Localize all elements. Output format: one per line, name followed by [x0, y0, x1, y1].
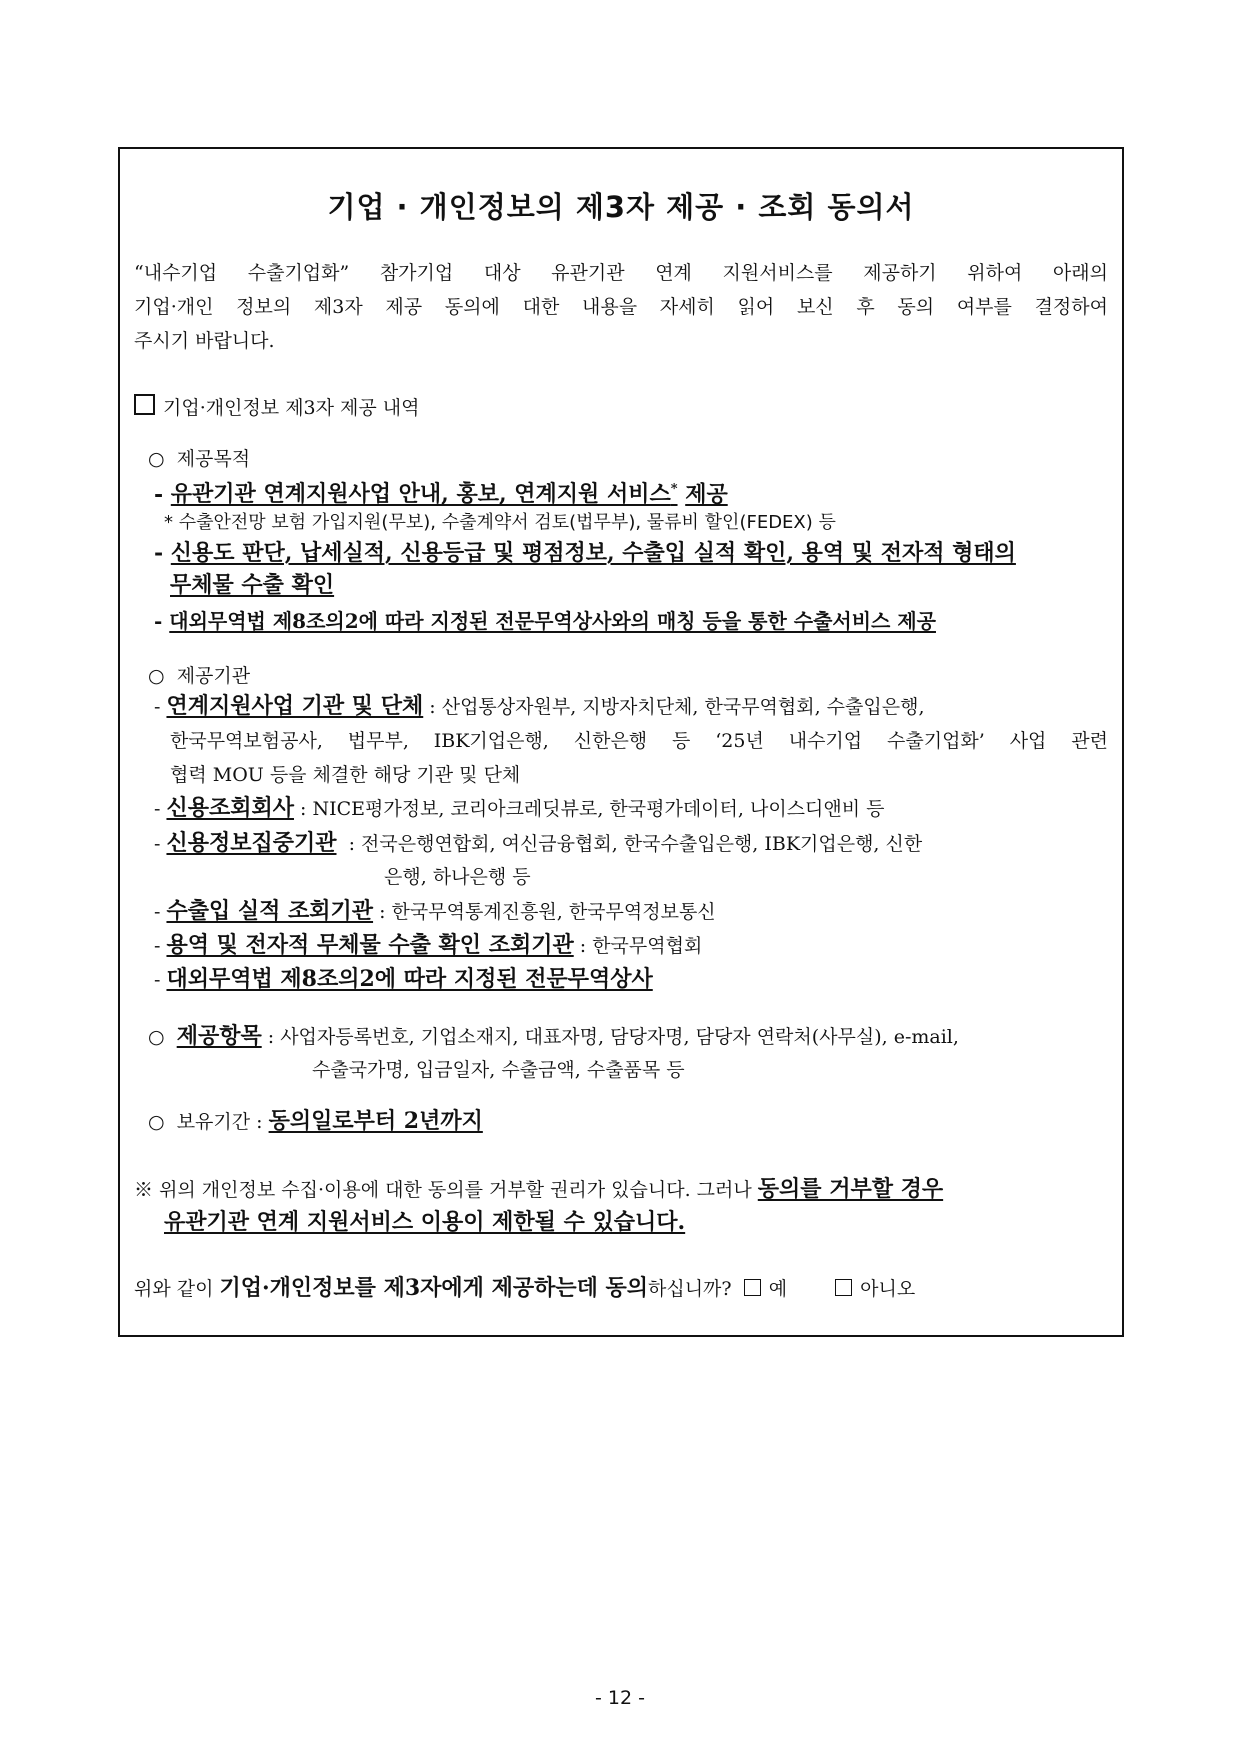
- page-title: 기업 · 개인정보의 제3자 제공 · 조회 동의서: [327, 190, 915, 224]
- items-label: 제공항목: [176, 1023, 262, 1049]
- provider-org-4-name: 수출입 실적 조회기관: [166, 898, 374, 924]
- section-heading-text: 기업·개인정보 제3자 제공 내역: [163, 397, 420, 419]
- provider-org-5-desc: : 한국무역협회: [579, 935, 703, 957]
- retention-value: 동의일로부터 2년까지: [268, 1108, 483, 1134]
- provider-org-5: - 용역 및 전자적 무체물 수출 확인 조회기관 : 한국무역협회: [154, 932, 703, 958]
- provider-org-3-desc: : 전국은행연합회, 여신금융협회, 한국수출입은행, IBK기업은행, 신한: [348, 833, 923, 855]
- circle-bullet-icon: ○: [148, 448, 165, 470]
- items-line-1: : 사업자등록번호, 기업소재지, 대표자명, 담당자명, 담당자 연락처(사무실), e-mail,: [267, 1026, 959, 1048]
- purpose-label: 제공목적: [176, 448, 251, 470]
- purpose-item-3: - 대외무역법 제8조의2에 따라 지정된 전문무역상사와의 매칭 등을 통한 수출서비스 제공: [154, 609, 936, 633]
- purpose-item-2: - 신용도 판단, 납세실적, 신용등급 및 평점정보, 수출입 실적 확인, 용역 및 전자적 형태의: [154, 540, 1016, 566]
- reference-mark-icon: ※: [134, 1179, 154, 1201]
- provider-org-2: - 신용조회회사 : NICE평가정보, 코리아크레딧뷰로, 한국평가데이터, 나이스디앤비 등: [154, 795, 885, 821]
- notice-line-2: [164, 1210, 685, 1234]
- purpose-item-2-line-1: 신용도 판단, 납세실적, 신용등급 및 평점정보, 수출입 실적 확인, 용역 및 전자적 형태의: [170, 540, 1016, 566]
- circle-bullet-icon: ○: [148, 1111, 165, 1133]
- question-suffix: 하십니까?: [648, 1278, 732, 1300]
- circle-bullet-icon: ○: [148, 1026, 165, 1048]
- provider-org-3-name: 신용정보집중기관: [166, 830, 337, 856]
- consent-form-frame: [118, 147, 1124, 1337]
- provider-label: 제공기관: [176, 665, 251, 687]
- intro-line-3: 주시기 바랍니다.: [134, 330, 275, 352]
- retention-label: 보유기간 :: [176, 1111, 263, 1133]
- question-bold: 기업·개인정보를 제3자에게 제공하는데 동의: [219, 1275, 648, 1301]
- notice-line-1: [134, 1177, 943, 1202]
- items-row: [148, 1024, 959, 1049]
- provider-org-2-name: 신용조회회사: [166, 795, 294, 821]
- purpose-heading: [148, 447, 250, 471]
- checkbox-square-icon: [134, 394, 155, 415]
- intro-line-1: “내수기업 수출기업화” 참가기업 대상 유관기관 연계 지원서비스를 제공하기 위하여 아래의: [134, 262, 1108, 284]
- notice-text: 위의 개인정보 수집·이용에 대한 동의를 거부할 권리가 있습니다. 그러나: [159, 1179, 752, 1201]
- provider-org-5-name: 용역 및 전자적 무체물 수출 확인 조회기관: [166, 932, 574, 958]
- provider-org-1-line-2: 한국무역보험공사, 법무부, IBK기업은행, 신한은행 등 ‘25년 내수기업 수출기업화’ 사업 관련: [170, 730, 1108, 752]
- provider-org-1-desc: : 산업통상자원부, 지방자치단체, 한국무역협회, 수출입은행,: [429, 696, 925, 718]
- purpose-item-3-text: 대외무역법 제8조의2에 따라 지정된 전문무역상사와의 매칭 등을 통한 수출서비스 제공: [169, 609, 936, 633]
- purpose-item-1: - 유관기관 연계지원사업 안내, 홍보, 연계지원 서비스* 제공: [154, 481, 728, 508]
- items-line-2: 수출국가명, 입금일자, 수출금액, 수출품목 등: [312, 1059, 685, 1081]
- provider-org-1-line-3: 협력 MOU 등을 체결한 해당 기관 및 단체: [170, 764, 521, 786]
- yes-checkbox[interactable]: [744, 1279, 761, 1296]
- provider-org-6: - 대외무역법 제8조의2에 따라 지정된 전문무역상사: [154, 966, 653, 992]
- provider-org-6-name: 대외무역법 제8조의2에 따라 지정된 전문무역상사: [166, 966, 653, 992]
- yes-label: 예: [768, 1278, 788, 1300]
- section-heading: [134, 394, 420, 420]
- provider-org-4-desc: : 한국무역통계진흥원, 한국무역정보통신: [379, 901, 716, 923]
- provider-heading: [148, 664, 250, 688]
- intro-line-2: 기업·개인 정보의 제3자 제공 동의에 대한 내용을 자세히 읽어 보신 후 동의 여부를 결정하여: [134, 296, 1108, 318]
- page-number: - 12 -: [595, 1687, 645, 1709]
- provider-org-2-desc: : NICE평가정보, 코리아크레딧뷰로, 한국평가데이터, 나이스디앤비 등: [300, 798, 885, 820]
- purpose-item-1-suffix: 제공: [685, 481, 728, 508]
- provider-org-4: - 수출입 실적 조회기관 : 한국무역통계진흥원, 한국무역정보통신: [154, 898, 716, 924]
- question-prefix: 위와 같이: [134, 1278, 214, 1300]
- retention-row: [148, 1109, 483, 1134]
- purpose-item-2-cont: [170, 573, 334, 597]
- purpose-footnote: * 수출안전망 보험 가입지원(무보), 수출계약서 검토(법무부), 물류비 할인(FEDEX) 등: [164, 512, 836, 533]
- purpose-item-2-line-2: 무체물 수출 확인: [170, 572, 335, 598]
- circle-bullet-icon: ○: [148, 665, 165, 687]
- notice-restriction: 유관기관 연계 지원서비스 이용이 제한될 수 있습니다.: [164, 1209, 686, 1235]
- provider-org-1-name: 연계지원사업 기관 및 단체: [166, 693, 424, 719]
- consent-question: [134, 1276, 915, 1301]
- provider-org-3-line-2: 은행, 하나은행 등: [384, 866, 531, 888]
- provider-org-1: - 연계지원사업 기관 및 단체 : 산업통상자원부, 지방자치단체, 한국무역협회, 수출입은행,: [154, 693, 925, 719]
- purpose-item-1-main: 유관기관 연계지원사업 안내, 홍보, 연계지원 서비스: [170, 481, 671, 508]
- purpose-item-1-text: [171, 481, 678, 507]
- footnote-mark: *: [670, 482, 678, 497]
- provider-org-3: - 신용정보집중기관 : 전국은행연합회, 여신금융협회, 한국수출입은행, IBK기업은행, 신한: [154, 830, 923, 856]
- no-checkbox[interactable]: [835, 1279, 852, 1296]
- notice-refusal: 동의를 거부할 경우: [757, 1176, 944, 1202]
- no-label: 아니오: [860, 1278, 916, 1300]
